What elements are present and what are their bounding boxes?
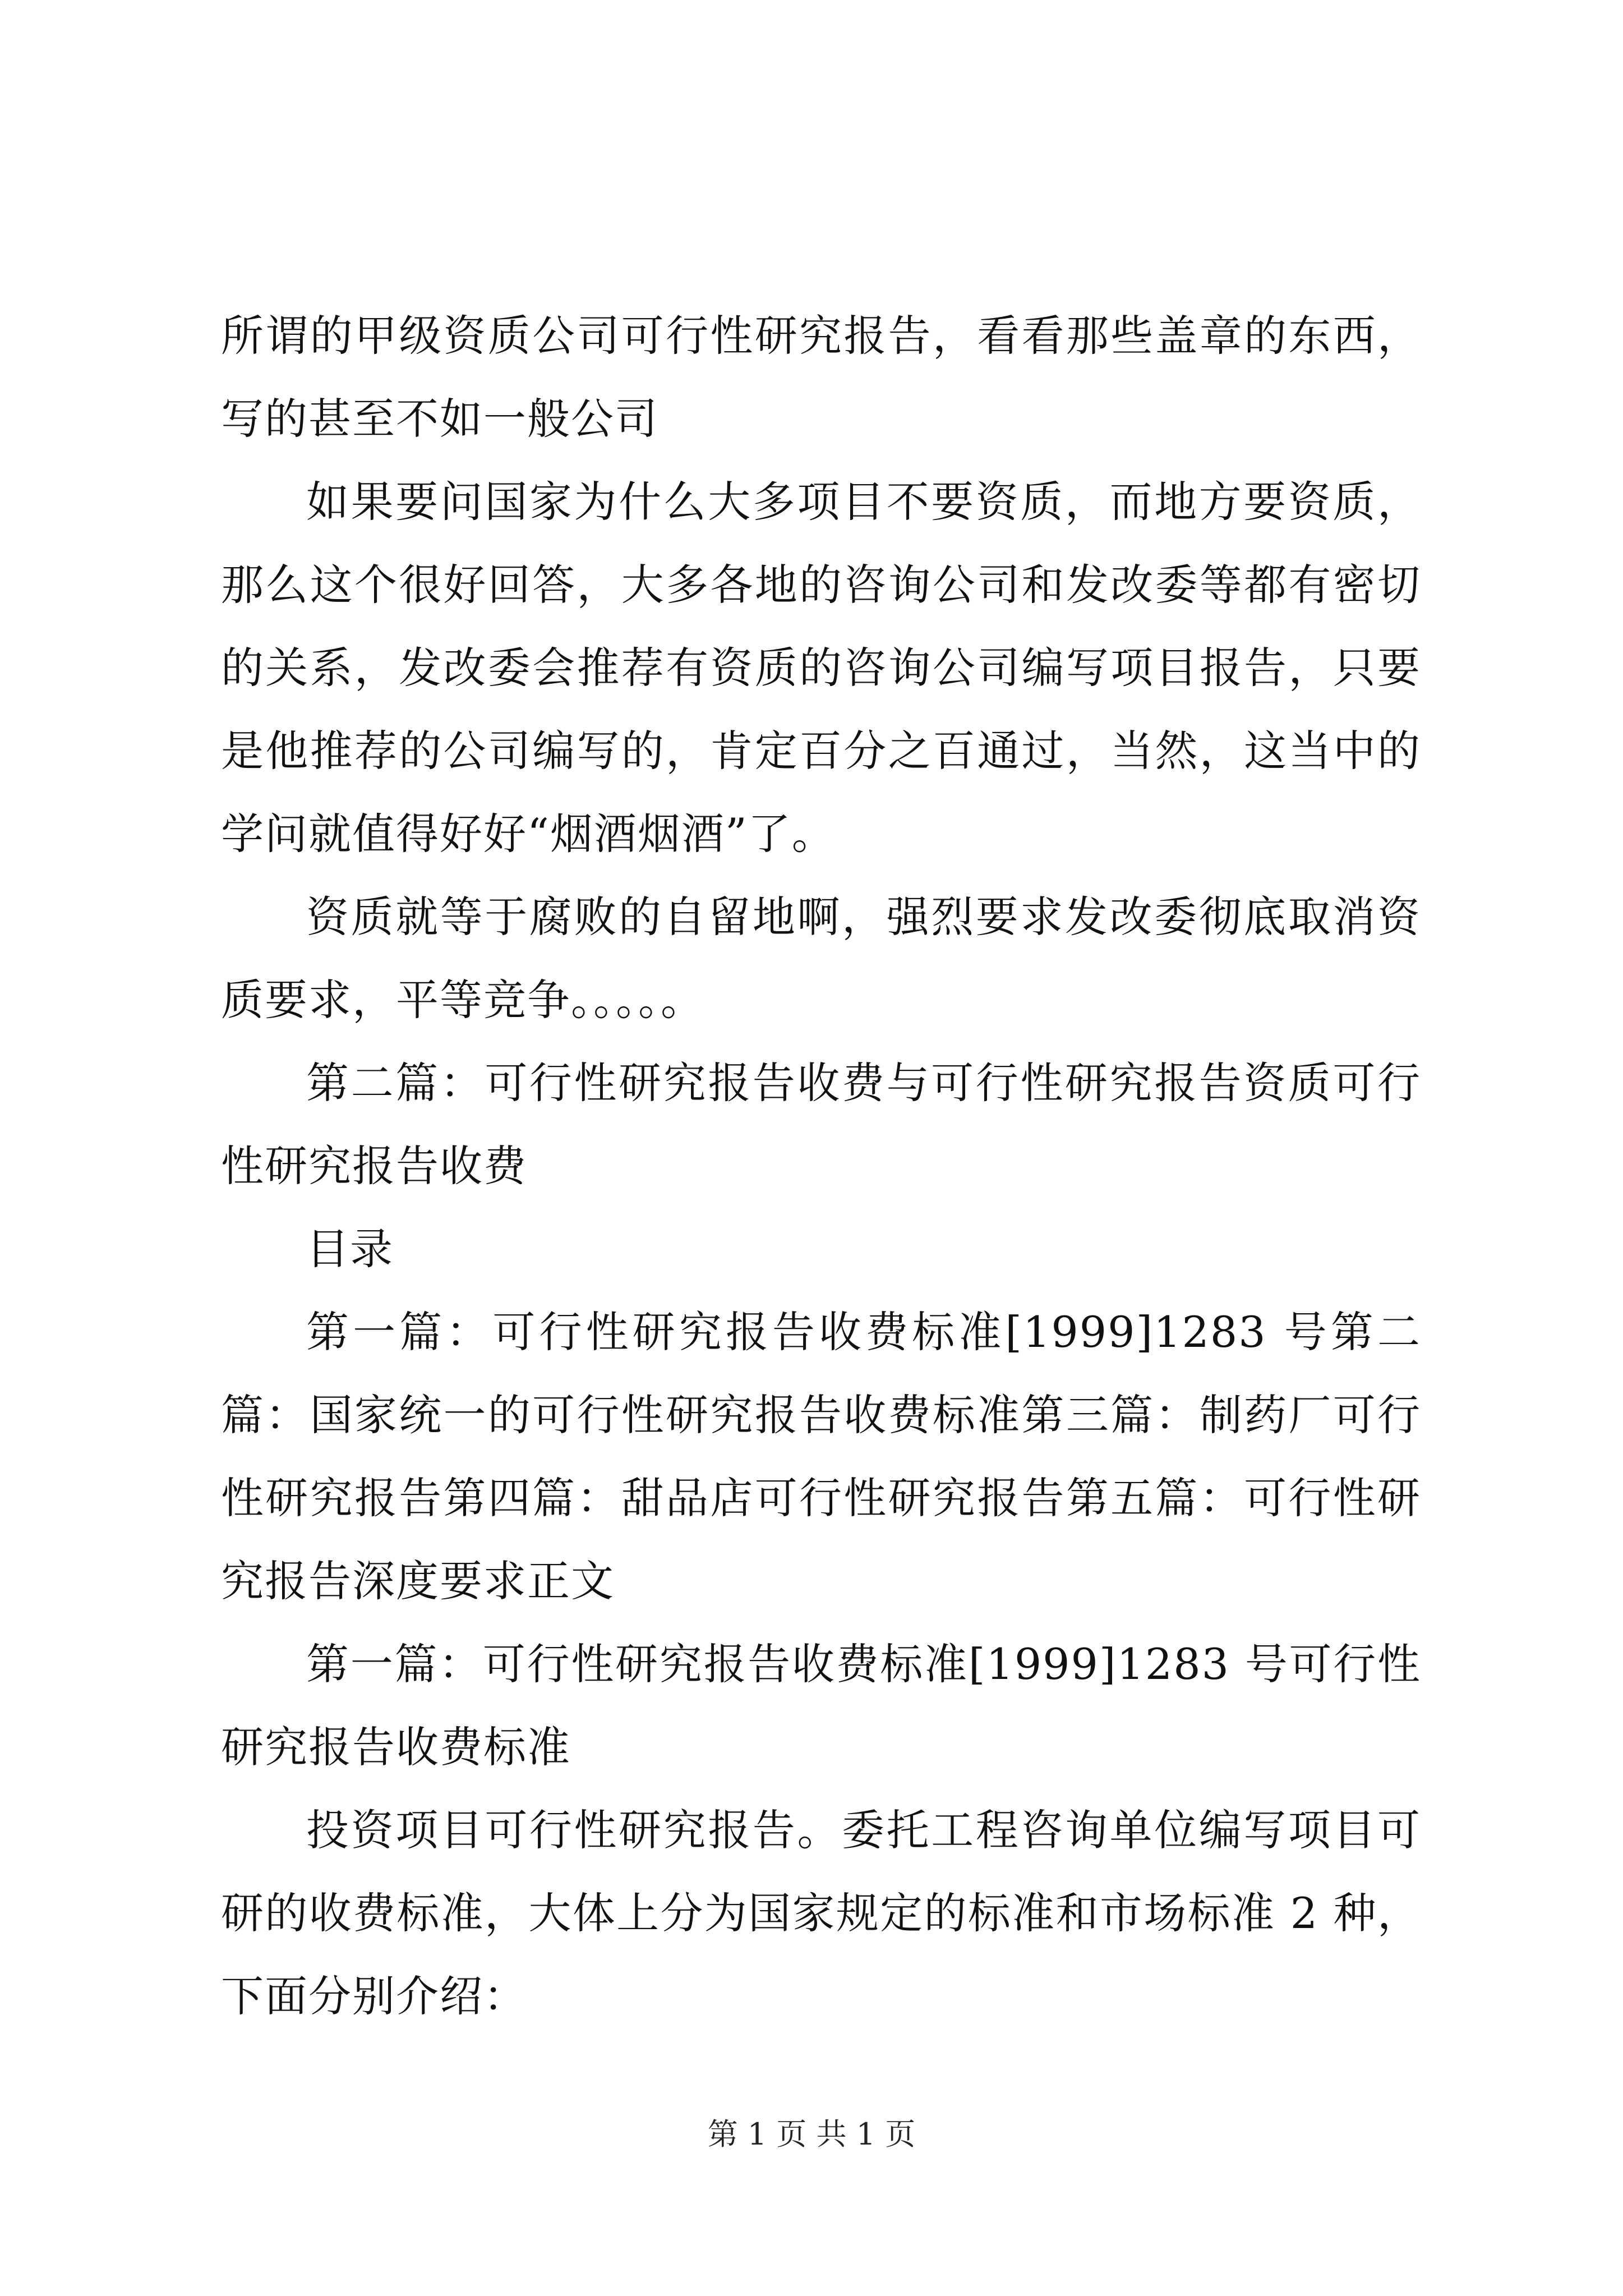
toc-list: 第一篇：可行性研究报告收费标准[1999]1283 号第二篇：国家统一的可行性研究报告收费标准第三篇：制药厂可行性研究报告第四篇：甜品店可行性研究报告第五篇：可行性研究报告深度要求正文 — [221, 1307, 1421, 1606]
paragraph-1: 所谓的甲级资质公司可行性研究报告，看看那些盖章的东西，写的甚至不如一般公司 — [221, 311, 1421, 444]
section-heading-part-one: 第一篇：可行性研究报告收费标准[1999]1283 号可行性研究报告收费标准 — [221, 1639, 1421, 1772]
section-heading-part-two: 第二篇：可行性研究报告收费与可行性研究报告资质可行性研究报告收费 — [221, 1058, 1421, 1191]
paragraph-3: 资质就等于腐败的自留地啊，强烈要求发改委彻底取消资质要求，平等竞争。。。。。 — [221, 892, 1421, 1025]
toc-heading: 目录 — [306, 1224, 394, 1274]
body-text — [221, 295, 1421, 2038]
paragraph-intro: 投资项目可行性研究报告。委托工程咨询单位编写项目可研的收费标准，大体上分为国家规定的标准和市场标准 2 种，下面分别介绍： — [221, 1805, 1421, 2021]
paragraph-2: 如果要问国家为什么大多项目不要资质，而地方要资质，那么这个很好回答，大多各地的咨询公司和发改委等都有密切的关系，发改委会推荐有资质的咨询公司编写项目报告，只要是他推荐的公司编写的，肯定百分之百通过，当然，这当中的学问就值得好好“烟酒烟酒”了。 — [221, 477, 1421, 859]
page-footer: 第 1 页 共 1 页 — [707, 2116, 916, 2152]
